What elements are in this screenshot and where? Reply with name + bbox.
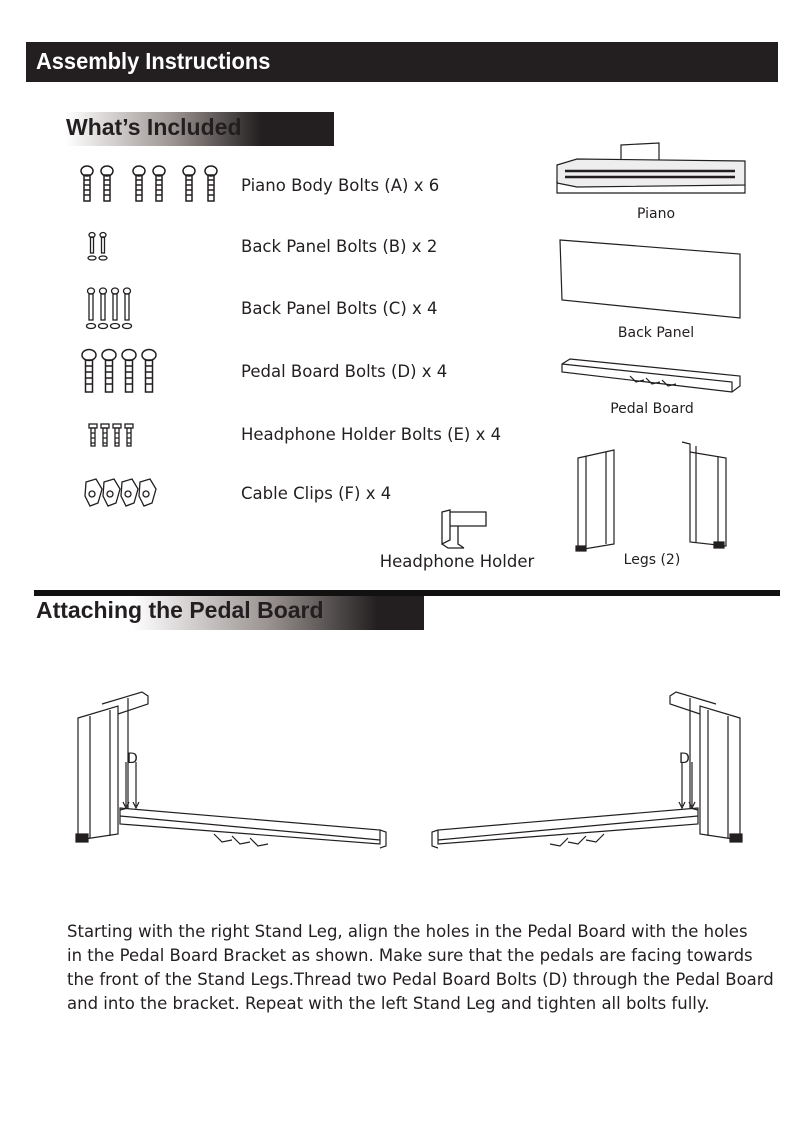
back-panel-bolts-b-icon (88, 232, 118, 264)
back-panel-label: Back Panel (617, 325, 695, 341)
section-heading: Attaching the Pedal Board (36, 597, 324, 623)
headphone-holder-label: Headphone Holder (379, 552, 535, 571)
cable-clips-icon (83, 478, 168, 510)
bolt-label-d-left: D (127, 751, 138, 767)
back-panel-bolts-c-icon (86, 288, 146, 332)
instruction-line: the front of the Stand Legs.Thread two Pedal Board Bolts (D) through the Pedal Board (67, 970, 774, 989)
whats-included-banner (42, 112, 334, 146)
header-bar (26, 42, 778, 82)
pedal-board-label: Pedal Board (610, 401, 694, 417)
headphone-holder-illustration (438, 508, 494, 552)
instruction-line: and into the bracket. Repeat with the left Stand Leg and tighten all bolts fully. (67, 994, 710, 1013)
item-piano-body-bolts: Piano Body Bolts (A) x 6 (241, 176, 440, 195)
item-cable-clips: Cable Clips (F) x 4 (241, 484, 392, 503)
pedal-board-bolts-icon (81, 349, 161, 395)
piano-body-bolts-icon (80, 165, 220, 205)
attaching-pedal-board-banner (34, 596, 424, 630)
piano-label: Piano (636, 206, 676, 222)
piano-illustration (555, 143, 747, 203)
legs-illustration (572, 438, 732, 554)
legs-label: Legs (2) (623, 552, 681, 568)
back-panel-illustration (558, 238, 744, 322)
headphone-holder-bolts-icon (89, 424, 139, 450)
item-pedal-board-bolts: Pedal Board Bolts (D) x 4 (241, 362, 448, 381)
page-title: Assembly Instructions (36, 48, 271, 74)
pedal-board-assembly-diagram-right (426, 684, 746, 864)
instruction-line: Starting with the right Stand Leg, align the holes in the Pedal Board with the holes (67, 922, 748, 941)
instructions-paragraph (67, 920, 774, 1016)
item-back-panel-bolts-c: Back Panel Bolts (C) x 4 (241, 299, 438, 318)
pedal-board-illustration (560, 358, 744, 398)
item-back-panel-bolts-b: Back Panel Bolts (B) x 2 (241, 237, 438, 256)
instruction-line: in the Pedal Board Bracket as shown. Make sure that the pedals are facing towards (67, 946, 753, 965)
bolt-label-d-right: D (679, 751, 690, 767)
section-heading: What’s Included (66, 114, 242, 140)
item-headphone-holder-bolts: Headphone Holder Bolts (E) x 4 (241, 425, 502, 444)
pedal-board-assembly-diagram-left (74, 684, 394, 864)
